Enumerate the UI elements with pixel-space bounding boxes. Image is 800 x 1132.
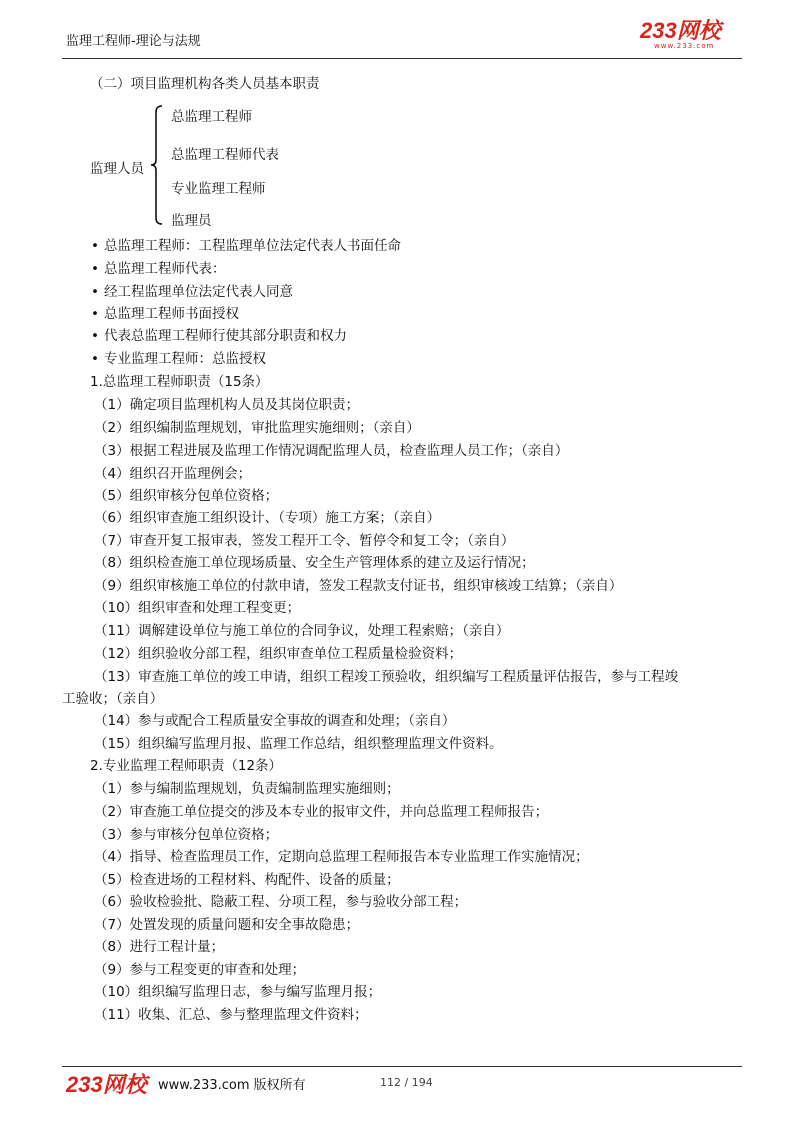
duty-item: （7）处置发现的质量问题和安全事故隐患； [94, 917, 360, 933]
duty-item: （2）审查施工单位提交的涉及本专业的报审文件，并向总监理工程师报告； [94, 804, 549, 820]
bullet-item: • 经工程监理单位法定代表人同意 [104, 282, 293, 302]
duty-item: （5）组织审核分包单位资格； [94, 488, 279, 504]
brace-icon [150, 104, 164, 226]
duty-item: （6）组织审查施工组织设计、（专项）施工方案；（亲自） [94, 510, 441, 526]
duty-item: （9）参与工程变更的审查和处理； [94, 962, 306, 978]
duty-item: （10）组织审查和处理工程变更； [94, 600, 301, 616]
duty-item: （13）审查施工单位的竣工申请，组织工程竣工预验收，组织编写工程质量评估报告，参与工程竣 [94, 669, 679, 685]
diagram-branch: 总监理工程师代表 [171, 147, 279, 163]
duty-item: （4）组织召开监理例会； [94, 466, 252, 482]
diagram-branch: 专业监理工程师 [171, 181, 266, 197]
page-number: 112 / 194 [380, 1076, 433, 1089]
duty-item: （6）验收检验批、隐蔽工程、分项工程，参与验收分部工程； [94, 894, 468, 910]
footer-divider [62, 1066, 742, 1067]
duty-item: （10）组织编写监理日志，参与编写监理月报； [94, 984, 382, 1000]
duty-item-continuation: 工验收；（亲自） [62, 691, 164, 707]
diagram-root-label: 监理人员 [90, 161, 144, 177]
header-title: 监理工程师-理论与法规 [66, 34, 201, 49]
duty-item: （5）检查进场的工程材料、构配件、设备的质量； [94, 872, 400, 888]
duty-item: （4）指导、检查监理员工作，定期向总监理工程师报告本专业监理工作实施情况； [94, 849, 589, 865]
duty-item: （1）参与编制监理规划，负责编制监理实施细则； [94, 781, 400, 797]
duty-item: （3）根据工程进展及监理工作情况调配监理人员，检查监理人员工作；（亲自） [94, 443, 569, 459]
duty-item: （15）组织编写监理月报、监理工作总结，组织整理监理文件资料。 [94, 736, 503, 752]
duty-item: （14）参与或配合工程质量安全事故的调查和处理；（亲自） [94, 713, 456, 729]
logo-brand-text: 233网校 [640, 18, 721, 43]
section-title: （二）项目监理机构各类人员基本职责 [90, 76, 320, 92]
part1-heading: 1.总监理工程师职责（15条） [90, 374, 269, 390]
bullet-item: • 代表总监理工程师行使其部分职责和权力 [104, 326, 347, 346]
header-divider [62, 58, 742, 59]
duty-item: （8）组织检查施工单位现场质量、安全生产管理体系的建立及运行情况； [94, 555, 535, 571]
duty-item: （8）进行工程计量； [94, 939, 225, 955]
duty-item: （11）收集、汇总、参与整理监理文件资料； [94, 1007, 368, 1023]
bullet-item: • 总监理工程师书面授权 [104, 304, 239, 324]
diagram-branch: 监理员 [171, 213, 212, 229]
diagram-branch: 总监理工程师 [171, 109, 252, 125]
duty-item: （7）审查开复工报审表，签发工程开工令、暂停令和复工令；（亲自） [94, 533, 515, 549]
duty-item: （1）确定项目监理机构人员及其岗位职责； [94, 397, 360, 413]
duty-item: （11）调解建设单位与施工单位的合同争议，处理工程索赔；（亲自） [94, 623, 510, 639]
footer-logo[interactable]: 233网校 [66, 1072, 147, 1097]
bullet-item: • 专业监理工程师：总监授权 [104, 349, 266, 369]
duty-item: （9）组织审核施工单位的付款申请，签发工程款支付证书，组织审核竣工结算；（亲自） [94, 578, 623, 594]
footer-copyright: www.233.com 版权所有 [158, 1078, 306, 1093]
part2-heading: 2.专业监理工程师职责（12条） [90, 758, 283, 774]
bullet-item: • 总监理工程师：工程监理单位法定代表人书面任命 [104, 236, 401, 256]
logo[interactable] [640, 20, 740, 52]
duty-item: （12）组织验收分部工程，组织审查单位工程质量检验资料； [94, 646, 463, 662]
logo-url-text: www.233.com [654, 42, 715, 50]
bullet-item: • 总监理工程师代表： [104, 259, 226, 279]
duty-item: （3）参与审核分包单位资格； [94, 827, 279, 843]
duty-item: （2）组织编制监理规划，审批监理实施细则；（亲自） [94, 420, 420, 436]
